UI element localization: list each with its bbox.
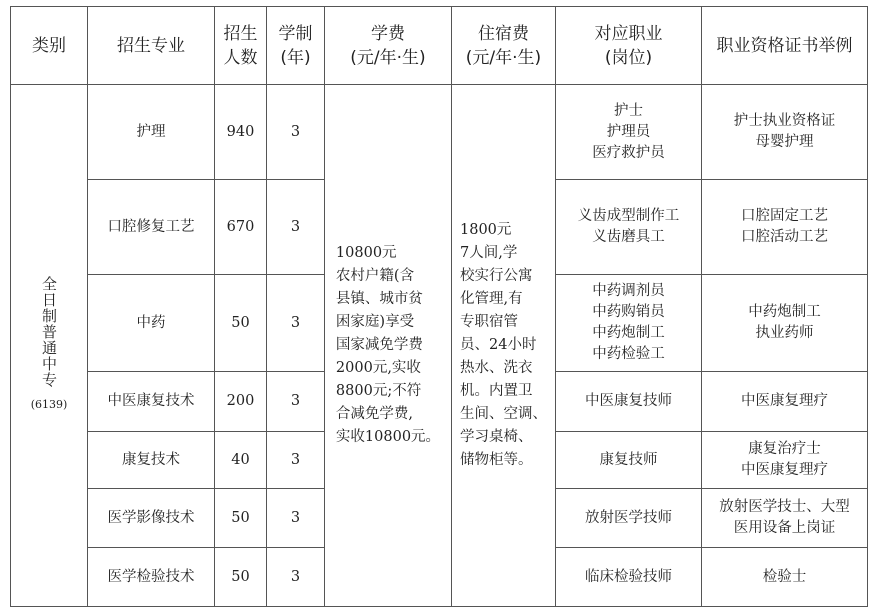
certs-cell: 中医康复理疗 bbox=[702, 372, 868, 432]
header-certificate: 职业资格证书举例 bbox=[702, 7, 868, 85]
major-cell: 口腔修复工艺 bbox=[88, 180, 215, 275]
count-cell: 50 bbox=[215, 548, 267, 607]
category-name: 全日制普通中专 bbox=[40, 276, 58, 388]
years-cell: 3 bbox=[267, 548, 325, 607]
jobs-cell: 中医康复技师 bbox=[556, 372, 702, 432]
certs-cell: 中药炮制工 执业药师 bbox=[702, 275, 868, 372]
years-cell: 3 bbox=[267, 432, 325, 489]
years-cell: 3 bbox=[267, 180, 325, 275]
enrollment-table bbox=[10, 6, 868, 607]
major-cell: 医学影像技术 bbox=[88, 489, 215, 548]
count-cell: 940 bbox=[215, 85, 267, 180]
count-cell: 50 bbox=[215, 489, 267, 548]
count-cell: 50 bbox=[215, 275, 267, 372]
category-code: (6139) bbox=[30, 398, 68, 411]
years-cell: 3 bbox=[267, 372, 325, 432]
major-cell: 中药 bbox=[88, 275, 215, 372]
category-cell bbox=[11, 85, 88, 607]
major-cell: 护理 bbox=[88, 85, 215, 180]
years-cell: 3 bbox=[267, 85, 325, 180]
lodging-cell bbox=[452, 85, 556, 607]
header-enrollment: 招生 人数 bbox=[215, 7, 267, 85]
jobs-cell: 康复技师 bbox=[556, 432, 702, 489]
table-row bbox=[11, 85, 868, 180]
count-cell: 200 bbox=[215, 372, 267, 432]
years-cell: 3 bbox=[267, 275, 325, 372]
count-cell: 40 bbox=[215, 432, 267, 489]
major-cell: 医学检验技术 bbox=[88, 548, 215, 607]
header-occupation: 对应职业 (岗位) bbox=[556, 7, 702, 85]
certs-cell: 检验士 bbox=[702, 548, 868, 607]
header-category: 类别 bbox=[11, 7, 88, 85]
years-cell: 3 bbox=[267, 489, 325, 548]
certs-cell: 放射医学技士、大型 医用设备上岗证 bbox=[702, 489, 868, 548]
major-cell: 康复技术 bbox=[88, 432, 215, 489]
header-lodging: 住宿费 (元/年·生) bbox=[452, 7, 556, 85]
lodging-text: 1800元 7人间,学 校实行公寓 化管理,有 专职宿管 员、24小时 热水、洗衣 机。内置卫 生间、空调、 学习桌椅、 储物柜等。 bbox=[460, 222, 547, 468]
tuition-cell bbox=[325, 85, 452, 607]
certs-cell: 护士执业资格证 母婴护理 bbox=[702, 85, 868, 180]
count-cell: 670 bbox=[215, 180, 267, 275]
tuition-text: 10800元 农村户籍(含 县镇、城市贫 困家庭)享受 国家减免学费 2000元,实收 8800元;不符 合减免学费, 实收10800元。 bbox=[335, 245, 441, 445]
certs-cell: 口腔固定工艺 口腔活动工艺 bbox=[702, 180, 868, 275]
header-major: 招生专业 bbox=[88, 7, 215, 85]
header-row bbox=[11, 7, 868, 85]
jobs-cell: 放射医学技师 bbox=[556, 489, 702, 548]
major-cell: 中医康复技术 bbox=[88, 372, 215, 432]
jobs-cell: 中药调剂员 中药购销员 中药炮制工 中药检验工 bbox=[556, 275, 702, 372]
jobs-cell: 临床检验技师 bbox=[556, 548, 702, 607]
header-tuition: 学费 (元/年·生) bbox=[325, 7, 452, 85]
header-duration: 学制 (年) bbox=[267, 7, 325, 85]
jobs-cell: 义齿成型制作工 义齿磨具工 bbox=[556, 180, 702, 275]
jobs-cell: 护士 护理员 医疗救护员 bbox=[556, 85, 702, 180]
certs-cell: 康复治疗士 中医康复理疗 bbox=[702, 432, 868, 489]
